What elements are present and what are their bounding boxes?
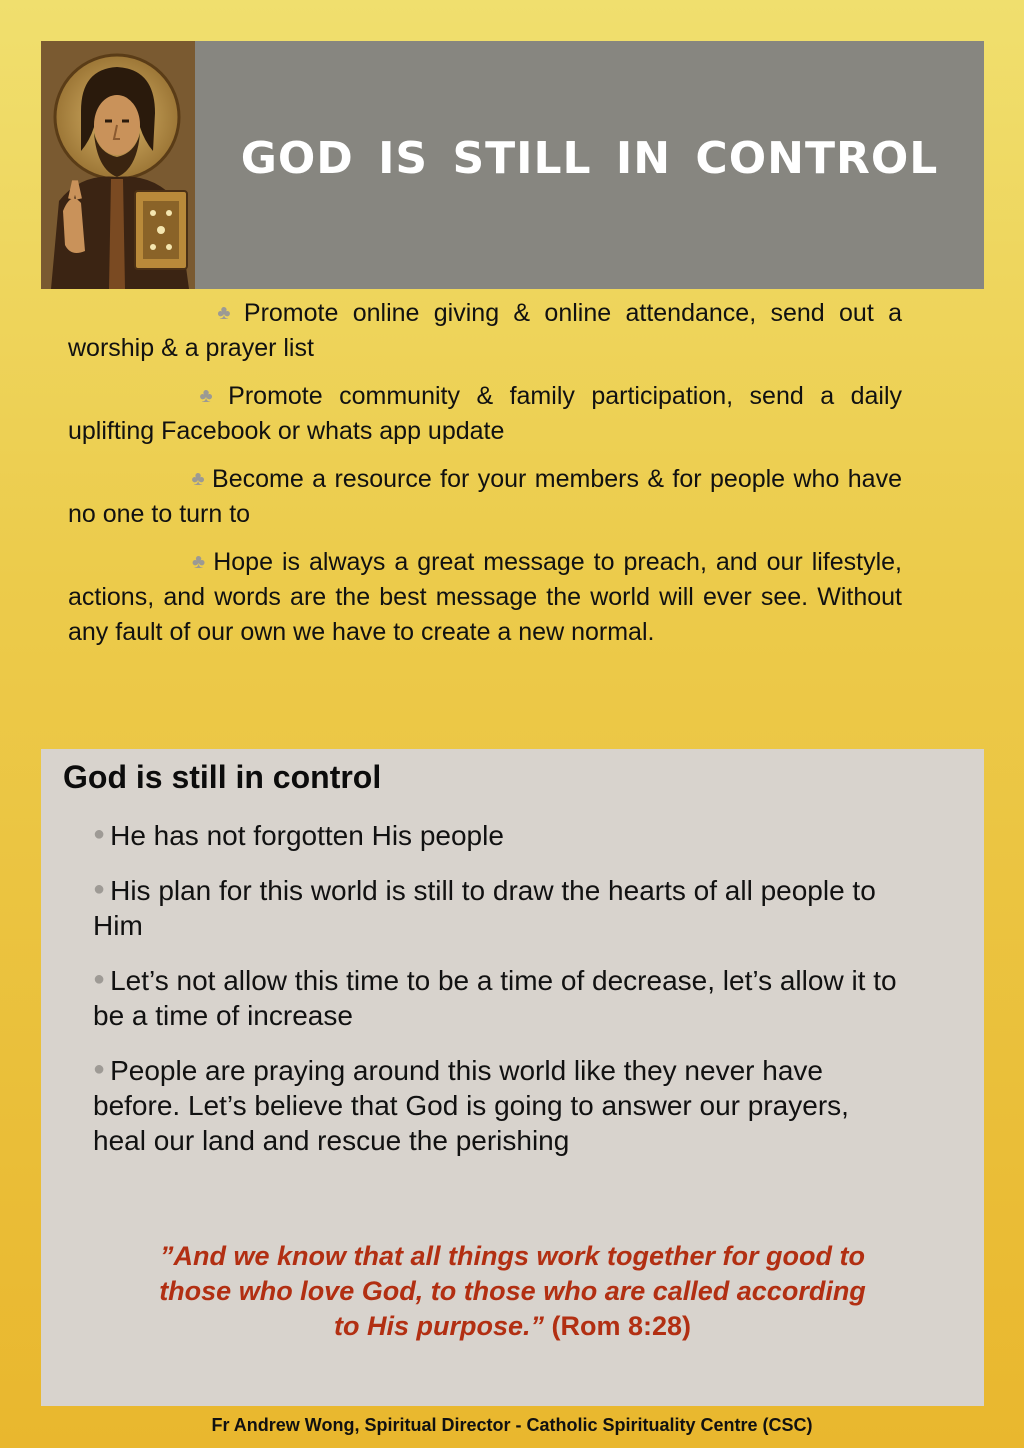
bullet-list: [93, 817, 903, 1177]
quote-line-3: to His purpose.”: [333, 1311, 544, 1341]
dot-bullet-icon: ●: [93, 823, 106, 845]
point-rest-text: have no one to turn to: [68, 465, 902, 528]
scripture-quote: [41, 1239, 984, 1344]
point-rest-text: uplifting Facebook or whats app update: [68, 417, 505, 445]
list-item: [93, 817, 903, 853]
list-item: [68, 545, 902, 650]
page-title: GOD IS STILL IN CONTROL: [240, 133, 939, 184]
point-rest-text: worship & a prayer list: [68, 334, 314, 362]
quote-reference: (Rom 8:28): [551, 1311, 692, 1341]
christ-pantocrator-icon: [41, 41, 195, 289]
header-banner: [41, 41, 984, 289]
dot-bullet-icon: ●: [93, 968, 106, 990]
action-points: [68, 296, 902, 663]
quote-line-1: ”And we know that all things work together for good to: [160, 1241, 865, 1271]
dot-bullet-icon: ●: [93, 878, 106, 900]
dot-bullet-icon: ●: [93, 1058, 106, 1080]
footer-credit: Fr Andrew Wong, Spiritual Director - Catholic Spirituality Centre (CSC): [211, 1415, 813, 1435]
point-lead-text: Hope is always a great message to preach, and our: [213, 548, 803, 576]
bullet-text: He has not forgotten His people: [110, 820, 504, 851]
list-item: [68, 296, 902, 366]
quote-line-3-row: [41, 1309, 984, 1344]
list-item: [93, 1052, 903, 1158]
list-item: [93, 962, 903, 1033]
list-item: [68, 379, 902, 449]
list-item: [93, 872, 903, 943]
quote-line-2: those who love God, to those who are called according: [159, 1276, 866, 1306]
club-bullet-icon: ♣: [190, 385, 223, 407]
list-item: [68, 462, 902, 532]
control-panel: [41, 749, 984, 1406]
point-rest-text: lifestyle, actions, and words are the best message the world will ever see. Without any fault of our own we have to create a new normal.: [68, 548, 902, 646]
bullet-text: People are praying around this world like they never have before. Let’s believe that God is going to answer our prayers, heal our land and rescue the perishing: [93, 1055, 849, 1156]
panel-title: God is still in control: [63, 759, 382, 795]
point-lead-text: Become a resource for your members & for people who: [212, 465, 840, 493]
bullet-text: Let’s not allow this time to be a time of decrease, let’s allow it to be a time of increase: [93, 965, 897, 1031]
bullet-text: His plan for this world is still to draw the hearts of all people to Him: [93, 875, 876, 941]
point-lead-text: Promote online giving & online attendance, send out a: [243, 299, 903, 327]
club-bullet-icon: ♣: [190, 551, 208, 573]
point-lead-text: Promote community & family participation, send a daily: [228, 382, 903, 410]
club-bullet-icon: ♣: [210, 302, 238, 324]
club-bullet-icon: ♣: [190, 468, 207, 490]
